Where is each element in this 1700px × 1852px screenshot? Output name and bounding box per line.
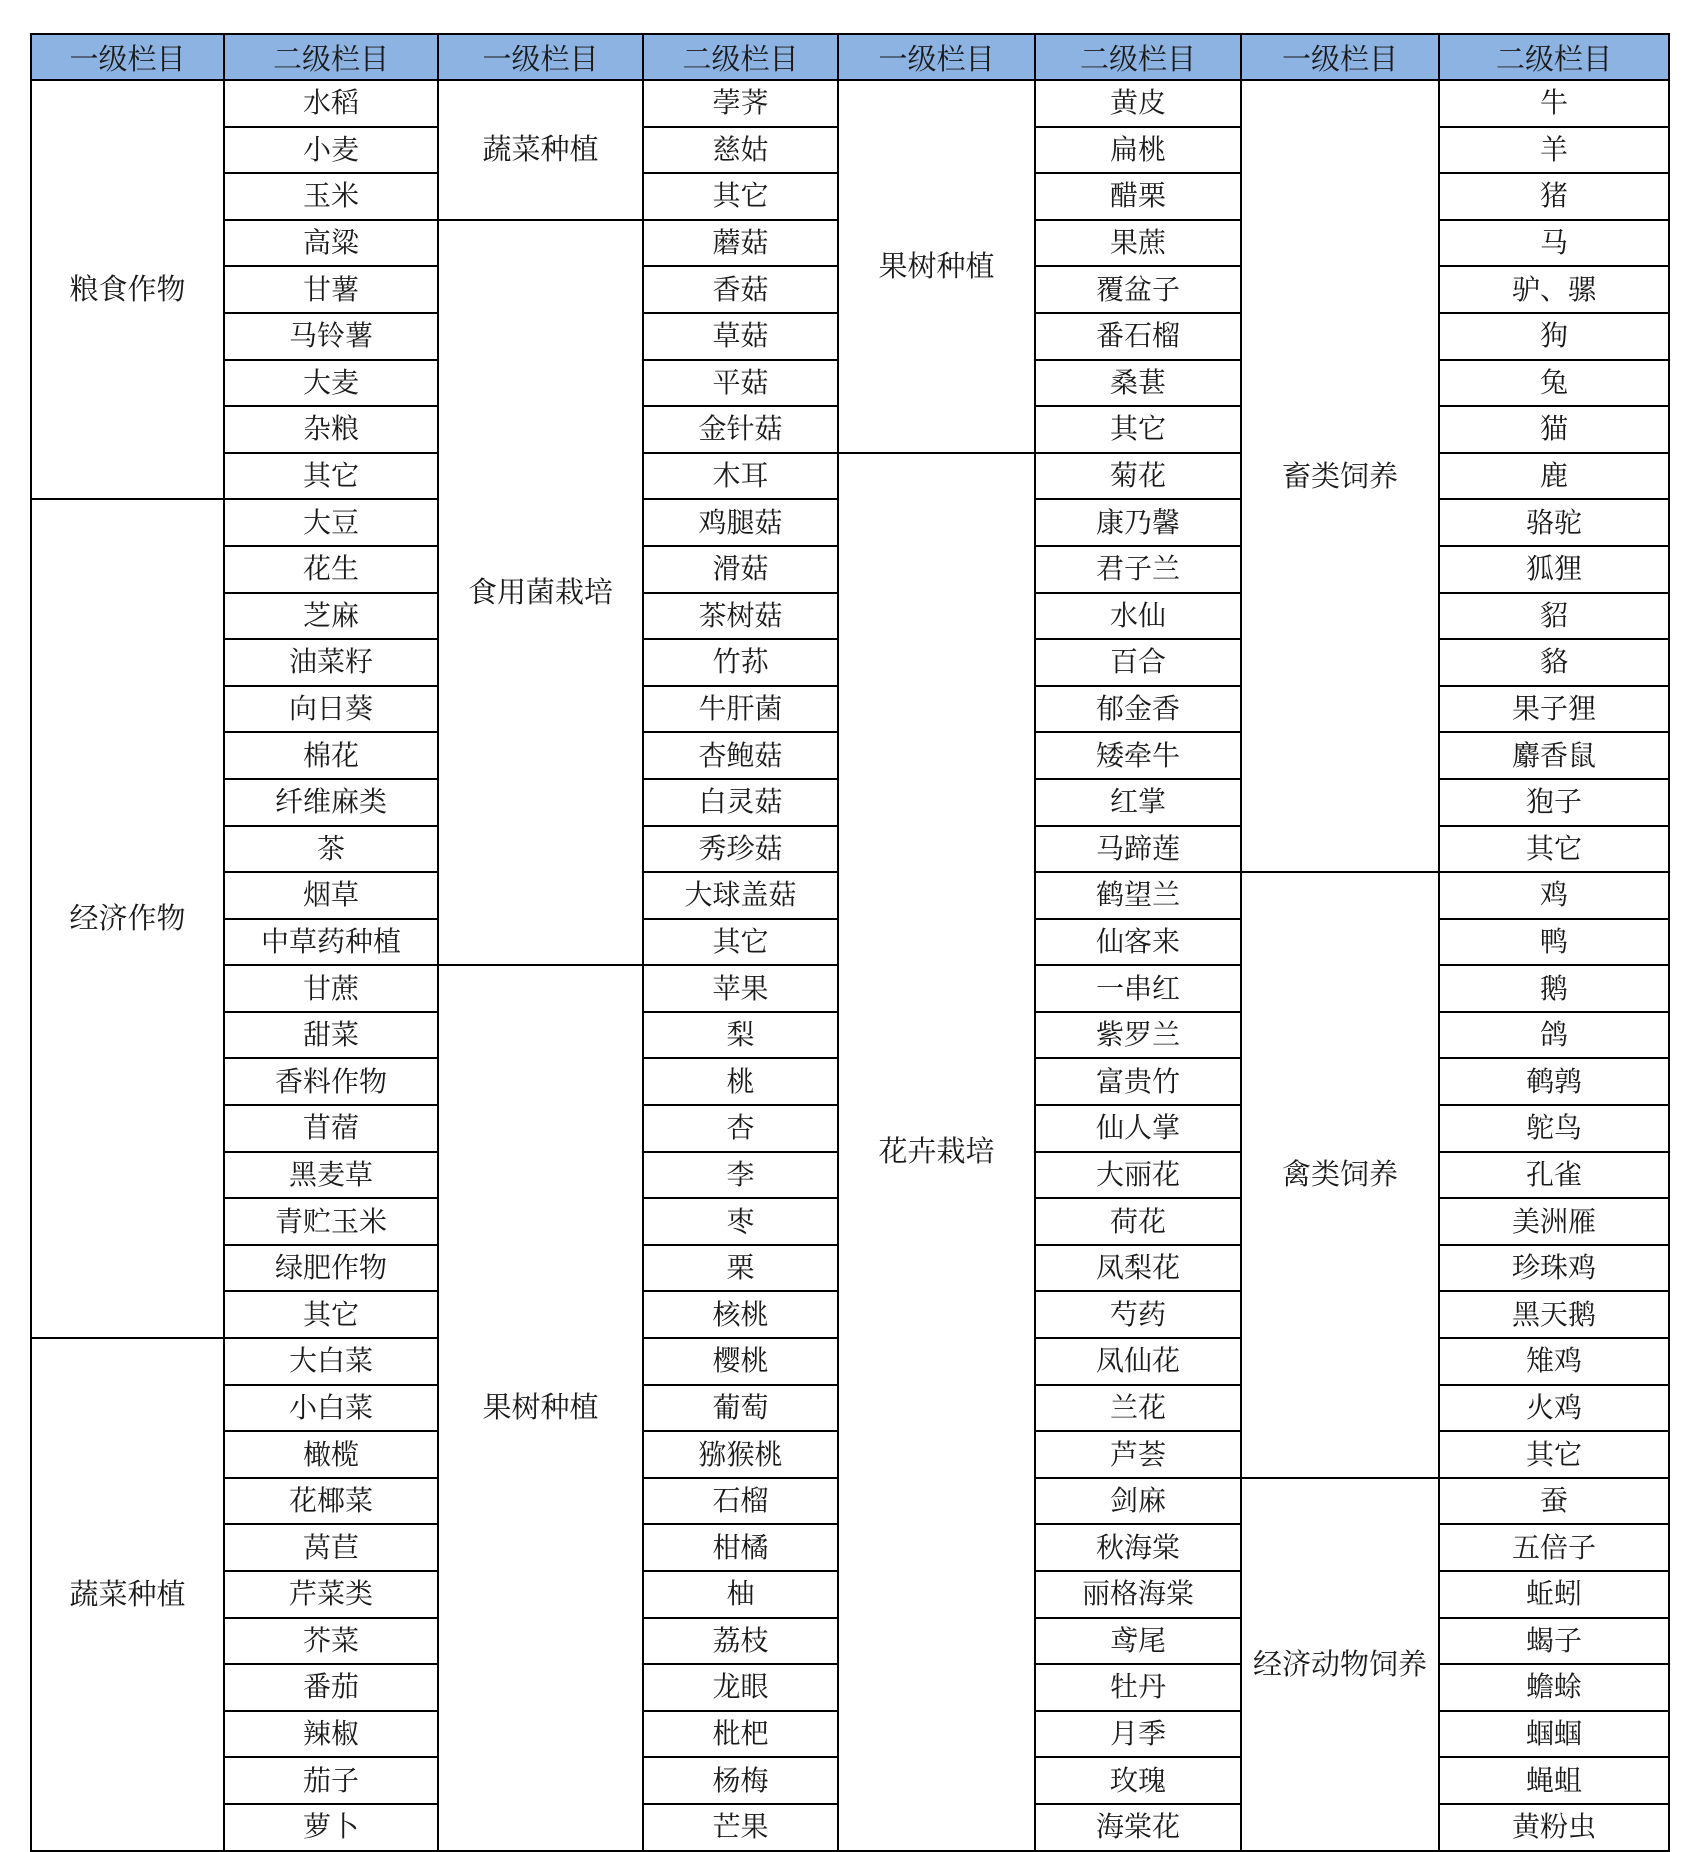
level2-item-cell: 一串红 [1035, 965, 1241, 1012]
level2-item-cell: 橄榄 [224, 1431, 438, 1478]
level2-item-cell: 百合 [1035, 639, 1241, 686]
level2-item-cell: 中草药种植 [224, 919, 438, 966]
level2-item-cell: 苹果 [643, 965, 838, 1012]
level2-item-cell: 康乃馨 [1035, 499, 1241, 546]
level2-item-cell: 棉花 [224, 732, 438, 779]
level2-item-cell: 芹菜类 [224, 1571, 438, 1618]
level2-item-cell: 驴、骡 [1439, 266, 1669, 313]
level2-item-cell: 白灵菇 [643, 779, 838, 826]
level2-item-cell: 马 [1439, 220, 1669, 267]
level1-category-cell: 禽类饲养 [1241, 872, 1439, 1478]
level2-item-cell: 蚕 [1439, 1478, 1669, 1525]
level2-item-cell: 黄粉虫 [1439, 1804, 1669, 1851]
level2-item-cell: 秋海棠 [1035, 1524, 1241, 1571]
level2-item-cell: 扁桃 [1035, 127, 1241, 174]
level2-item-cell: 慈姑 [643, 127, 838, 174]
level1-category-cell: 果树种植 [438, 965, 643, 1850]
level2-item-cell: 牛 [1439, 80, 1669, 127]
level2-item-cell: 剑麻 [1035, 1478, 1241, 1525]
level2-item-cell: 鹌鹑 [1439, 1058, 1669, 1105]
level2-item-cell: 鸡 [1439, 872, 1669, 919]
level2-item-cell: 纤维麻类 [224, 779, 438, 826]
level2-item-cell: 番石榴 [1035, 313, 1241, 360]
level2-item-cell: 蝎子 [1439, 1618, 1669, 1665]
level2-item-cell: 其它 [224, 1291, 438, 1338]
level2-item-cell: 郁金香 [1035, 686, 1241, 733]
level2-item-cell: 果蔗 [1035, 220, 1241, 267]
level2-item-cell: 大丽花 [1035, 1152, 1241, 1199]
header-cell: 二级栏目 [1035, 34, 1241, 80]
header-cell: 一级栏目 [438, 34, 643, 80]
level2-item-cell: 大球盖菇 [643, 872, 838, 919]
level2-item-cell: 杏鲍菇 [643, 732, 838, 779]
level2-item-cell: 青贮玉米 [224, 1198, 438, 1245]
level2-item-cell: 甜菜 [224, 1012, 438, 1059]
level2-item-cell: 火鸡 [1439, 1385, 1669, 1432]
level2-item-cell: 珍珠鸡 [1439, 1245, 1669, 1292]
level2-item-cell: 蟾蜍 [1439, 1664, 1669, 1711]
level2-item-cell: 覆盆子 [1035, 266, 1241, 313]
level2-item-cell: 芝麻 [224, 593, 438, 640]
level2-item-cell: 草菇 [643, 313, 838, 360]
level2-item-cell: 猫 [1439, 406, 1669, 453]
level2-item-cell: 其它 [643, 173, 838, 220]
header-cell: 一级栏目 [31, 34, 224, 80]
level2-item-cell: 美洲雁 [1439, 1198, 1669, 1245]
level2-item-cell: 月季 [1035, 1711, 1241, 1758]
level2-item-cell: 平菇 [643, 360, 838, 407]
level2-item-cell: 柑橘 [643, 1524, 838, 1571]
level2-item-cell: 高粱 [224, 220, 438, 267]
level2-item-cell: 杏 [643, 1105, 838, 1152]
level2-item-cell: 烟草 [224, 872, 438, 919]
level2-item-cell: 茄子 [224, 1757, 438, 1804]
level2-item-cell: 小白菜 [224, 1385, 438, 1432]
level2-item-cell: 杨梅 [643, 1757, 838, 1804]
level2-item-cell: 花生 [224, 546, 438, 593]
level2-item-cell: 梨 [643, 1012, 838, 1059]
header-cell: 一级栏目 [1241, 34, 1439, 80]
level2-item-cell: 鸵鸟 [1439, 1105, 1669, 1152]
level2-item-cell: 貂 [1439, 593, 1669, 640]
level2-item-cell: 兔 [1439, 360, 1669, 407]
level2-item-cell: 黑麦草 [224, 1152, 438, 1199]
level2-item-cell: 葡萄 [643, 1385, 838, 1432]
level2-item-cell: 龙眼 [643, 1664, 838, 1711]
level2-item-cell: 凤仙花 [1035, 1338, 1241, 1385]
level2-item-cell: 仙客来 [1035, 919, 1241, 966]
level2-item-cell: 香料作物 [224, 1058, 438, 1105]
level2-item-cell: 兰花 [1035, 1385, 1241, 1432]
level2-item-cell: 茶树菇 [643, 593, 838, 640]
level2-item-cell: 黑天鹅 [1439, 1291, 1669, 1338]
level2-item-cell: 牡丹 [1035, 1664, 1241, 1711]
level1-category-cell: 粮食作物 [31, 80, 224, 499]
level2-item-cell: 绿肥作物 [224, 1245, 438, 1292]
level2-item-cell: 蘑菇 [643, 220, 838, 267]
level2-item-cell: 油菜籽 [224, 639, 438, 686]
level2-item-cell: 枣 [643, 1198, 838, 1245]
level2-item-cell: 其它 [643, 919, 838, 966]
level2-item-cell: 滑菇 [643, 546, 838, 593]
level2-item-cell: 甘蔗 [224, 965, 438, 1012]
level2-item-cell: 马蹄莲 [1035, 826, 1241, 873]
level2-item-cell: 大豆 [224, 499, 438, 546]
level2-item-cell: 矮牵牛 [1035, 732, 1241, 779]
level2-item-cell: 紫罗兰 [1035, 1012, 1241, 1059]
level2-item-cell: 芍药 [1035, 1291, 1241, 1338]
level2-item-cell: 大麦 [224, 360, 438, 407]
level2-item-cell: 蝇蛆 [1439, 1757, 1669, 1804]
level2-item-cell: 茶 [224, 826, 438, 873]
level2-item-cell: 其它 [1035, 406, 1241, 453]
level2-item-cell: 苜蓿 [224, 1105, 438, 1152]
level2-item-cell: 玫瑰 [1035, 1757, 1241, 1804]
level2-item-cell: 富贵竹 [1035, 1058, 1241, 1105]
table-row [31, 80, 1669, 127]
level1-category-cell: 食用菌栽培 [438, 220, 643, 966]
level2-item-cell: 海棠花 [1035, 1804, 1241, 1851]
level1-category-cell: 经济动物饲养 [1241, 1478, 1439, 1851]
level2-item-cell: 鹅 [1439, 965, 1669, 1012]
header-cell: 二级栏目 [224, 34, 438, 80]
level2-item-cell: 狗 [1439, 313, 1669, 360]
level2-item-cell: 蚯蚓 [1439, 1571, 1669, 1618]
level1-category-cell: 蔬菜种植 [438, 80, 643, 220]
level2-item-cell: 蝈蝈 [1439, 1711, 1669, 1758]
level2-item-cell: 羊 [1439, 127, 1669, 174]
level2-item-cell: 菊花 [1035, 453, 1241, 500]
level2-item-cell: 黄皮 [1035, 80, 1241, 127]
level2-item-cell: 鹿 [1439, 453, 1669, 500]
level1-category-cell: 果树种植 [838, 80, 1035, 453]
level2-item-cell: 秀珍菇 [643, 826, 838, 873]
level2-item-cell: 孔雀 [1439, 1152, 1669, 1199]
header-cell: 二级栏目 [1439, 34, 1669, 80]
level2-item-cell: 番茄 [224, 1664, 438, 1711]
level2-item-cell: 大白菜 [224, 1338, 438, 1385]
level2-item-cell: 栗 [643, 1245, 838, 1292]
level2-item-cell: 芦荟 [1035, 1431, 1241, 1478]
level2-item-cell: 花椰菜 [224, 1478, 438, 1525]
level2-item-cell: 牛肝菌 [643, 686, 838, 733]
level2-item-cell: 小麦 [224, 127, 438, 174]
level2-item-cell: 萝卜 [224, 1804, 438, 1851]
level1-category-cell: 畜类饲养 [1241, 80, 1439, 872]
level2-item-cell: 凤梨花 [1035, 1245, 1241, 1292]
level2-item-cell: 麝香鼠 [1439, 732, 1669, 779]
level2-item-cell: 狐狸 [1439, 546, 1669, 593]
level2-item-cell: 石榴 [643, 1478, 838, 1525]
level2-item-cell: 貉 [1439, 639, 1669, 686]
level2-item-cell: 木耳 [643, 453, 838, 500]
level2-item-cell: 鸢尾 [1035, 1618, 1241, 1665]
level2-item-cell: 荔枝 [643, 1618, 838, 1665]
level2-item-cell: 雉鸡 [1439, 1338, 1669, 1385]
level2-item-cell: 辣椒 [224, 1711, 438, 1758]
level2-item-cell: 杂粮 [224, 406, 438, 453]
level1-category-cell: 蔬菜种植 [31, 1338, 224, 1851]
level2-item-cell: 向日葵 [224, 686, 438, 733]
level2-item-cell: 鸡腿菇 [643, 499, 838, 546]
level2-item-cell: 猕猴桃 [643, 1431, 838, 1478]
level2-item-cell: 芥菜 [224, 1618, 438, 1665]
level2-item-cell: 猪 [1439, 173, 1669, 220]
level2-item-cell: 金针菇 [643, 406, 838, 453]
header-cell: 一级栏目 [838, 34, 1035, 80]
level2-item-cell: 红掌 [1035, 779, 1241, 826]
level2-item-cell: 甘薯 [224, 266, 438, 313]
level2-item-cell: 荷花 [1035, 1198, 1241, 1245]
header-row [31, 34, 1669, 80]
level2-item-cell: 荸荠 [643, 80, 838, 127]
level2-item-cell: 狍子 [1439, 779, 1669, 826]
level2-item-cell: 君子兰 [1035, 546, 1241, 593]
level2-item-cell: 桑葚 [1035, 360, 1241, 407]
level2-item-cell: 莴苣 [224, 1524, 438, 1571]
level2-item-cell: 鸭 [1439, 919, 1669, 966]
level2-item-cell: 丽格海棠 [1035, 1571, 1241, 1618]
level2-item-cell: 果子狸 [1439, 686, 1669, 733]
level1-category-cell: 经济作物 [31, 499, 224, 1338]
level2-item-cell: 玉米 [224, 173, 438, 220]
level2-item-cell: 其它 [1439, 826, 1669, 873]
level2-item-cell: 其它 [224, 453, 438, 500]
level2-item-cell: 竹荪 [643, 639, 838, 686]
level2-item-cell: 骆驼 [1439, 499, 1669, 546]
level2-item-cell: 香菇 [643, 266, 838, 313]
level2-item-cell: 马铃薯 [224, 313, 438, 360]
level2-item-cell: 枇杷 [643, 1711, 838, 1758]
category-table [30, 33, 1670, 1852]
level2-item-cell: 仙人掌 [1035, 1105, 1241, 1152]
level1-category-cell: 花卉栽培 [838, 453, 1035, 1851]
level2-item-cell: 鹤望兰 [1035, 872, 1241, 919]
level2-item-cell: 李 [643, 1152, 838, 1199]
level2-item-cell: 醋栗 [1035, 173, 1241, 220]
level2-item-cell: 水稻 [224, 80, 438, 127]
level2-item-cell: 核桃 [643, 1291, 838, 1338]
header-cell: 二级栏目 [643, 34, 838, 80]
level2-item-cell: 柚 [643, 1571, 838, 1618]
level2-item-cell: 樱桃 [643, 1338, 838, 1385]
level2-item-cell: 五倍子 [1439, 1524, 1669, 1571]
level2-item-cell: 其它 [1439, 1431, 1669, 1478]
level2-item-cell: 水仙 [1035, 593, 1241, 640]
level2-item-cell: 芒果 [643, 1804, 838, 1851]
level2-item-cell: 鸽 [1439, 1012, 1669, 1059]
level2-item-cell: 桃 [643, 1058, 838, 1105]
